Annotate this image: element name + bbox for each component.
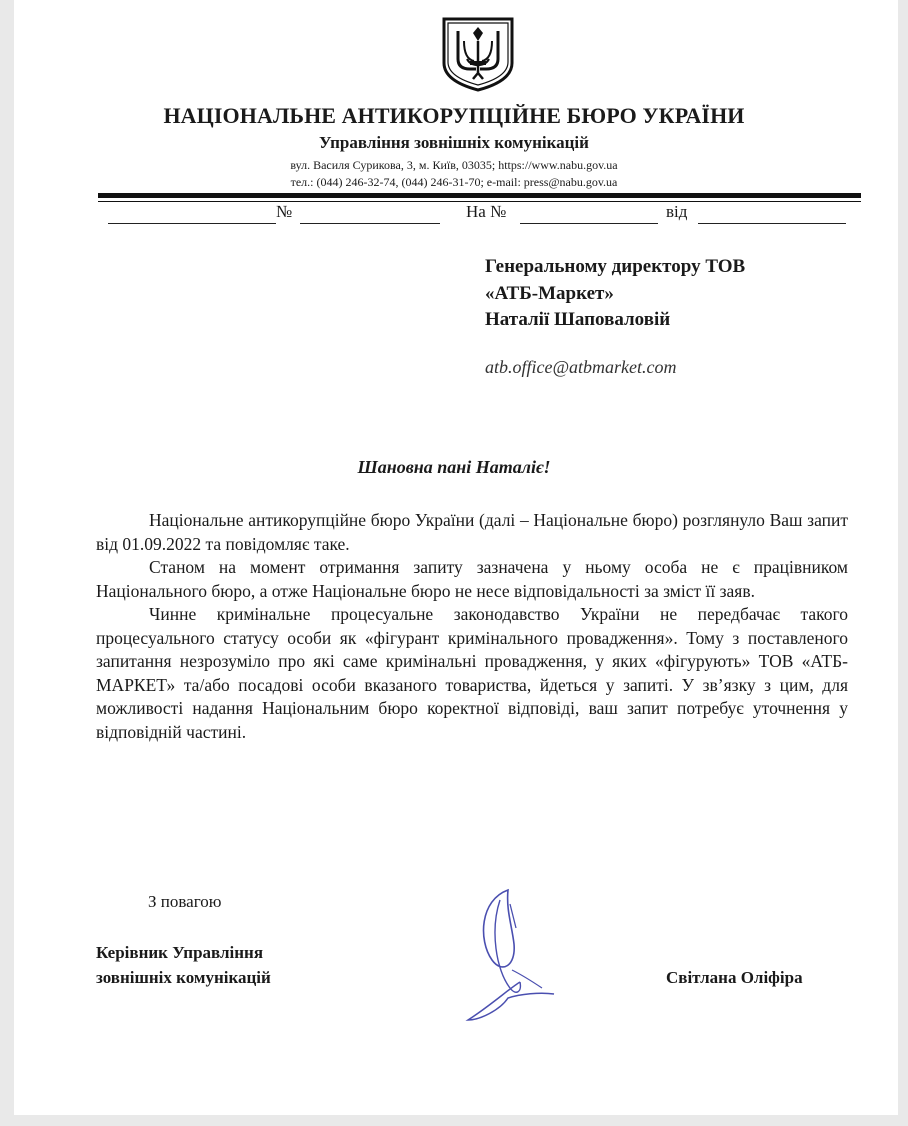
salutation: Шановна пані Наталіє!	[357, 457, 551, 477]
letter-body	[96, 509, 848, 744]
outgoing-date-blank	[108, 203, 276, 224]
signer-name: Світлана Оліфіра	[666, 968, 803, 987]
body-paragraph-1: Національне антикорупційне бюро України (далі – Національне бюро) розглянуло Ваш запит від 01.09.2022 та повідомляє таке.	[96, 510, 848, 554]
reply-to-number-blank	[520, 203, 658, 224]
department-title: Управління зовнішніх комунікацій	[319, 133, 589, 152]
signer-position-line-2: зовнішніх комунікацій	[96, 968, 271, 987]
reply-to-number-label: На №	[466, 202, 507, 221]
trident-emblem-icon	[440, 15, 516, 93]
reply-date-label: від	[666, 202, 688, 221]
addressee-line-2: «АТБ-Маркет»	[485, 283, 614, 304]
outgoing-number-label: №	[276, 202, 293, 221]
body-paragraph-2: Станом на момент отримання запиту зазначена у ньому особа не є працівником Національного бюро, а отже Національне бюро не несе відповідальності за зміст її заяв.	[96, 557, 848, 601]
signer-position-line-1: Керівник Управління	[96, 943, 264, 962]
addressee-email: atb.office@atbmarket.com	[485, 357, 677, 377]
header-divider-thick	[98, 193, 861, 198]
body-paragraph-3: Чинне кримінальне процесуальне законодавство України не передбачає такого процесуального статусу особи як «фігурант кримінального провадження». Тому з поставленого запитання незрозуміло про які саме кримінальні провадження, у яких «фігурують» ТОВ «АТБ-МАРКЕТ» та/або посадові особи вказаного товариства, йдеться у запиті. У зв’язку з цим, для можливості надання Національним бюро коректної відповіді, ваш запит потребує уточнення у відповідній частині.	[96, 604, 848, 742]
organization-title: НАЦІОНАЛЬНЕ АНТИКОРУПЦІЙНЕ БЮРО УКРАЇНИ	[163, 103, 745, 128]
contacts-line: тел.: (044) 246-32-74, (044) 246-31-70; e-mail: press@nabu.gov.ua	[290, 175, 618, 189]
reply-date-blank	[698, 203, 846, 224]
address-line: вул. Василя Сурикова, 3, м. Київ, 03035; https://www.nabu.gov.ua	[290, 158, 618, 172]
addressee-line-1: Генеральному директору ТОВ	[485, 256, 746, 277]
closing-regards: З повагою	[148, 892, 222, 911]
addressee-name: Наталії Шаповаловій	[485, 309, 671, 330]
outgoing-number-blank	[300, 203, 440, 224]
handwritten-signature-icon	[450, 870, 570, 1040]
